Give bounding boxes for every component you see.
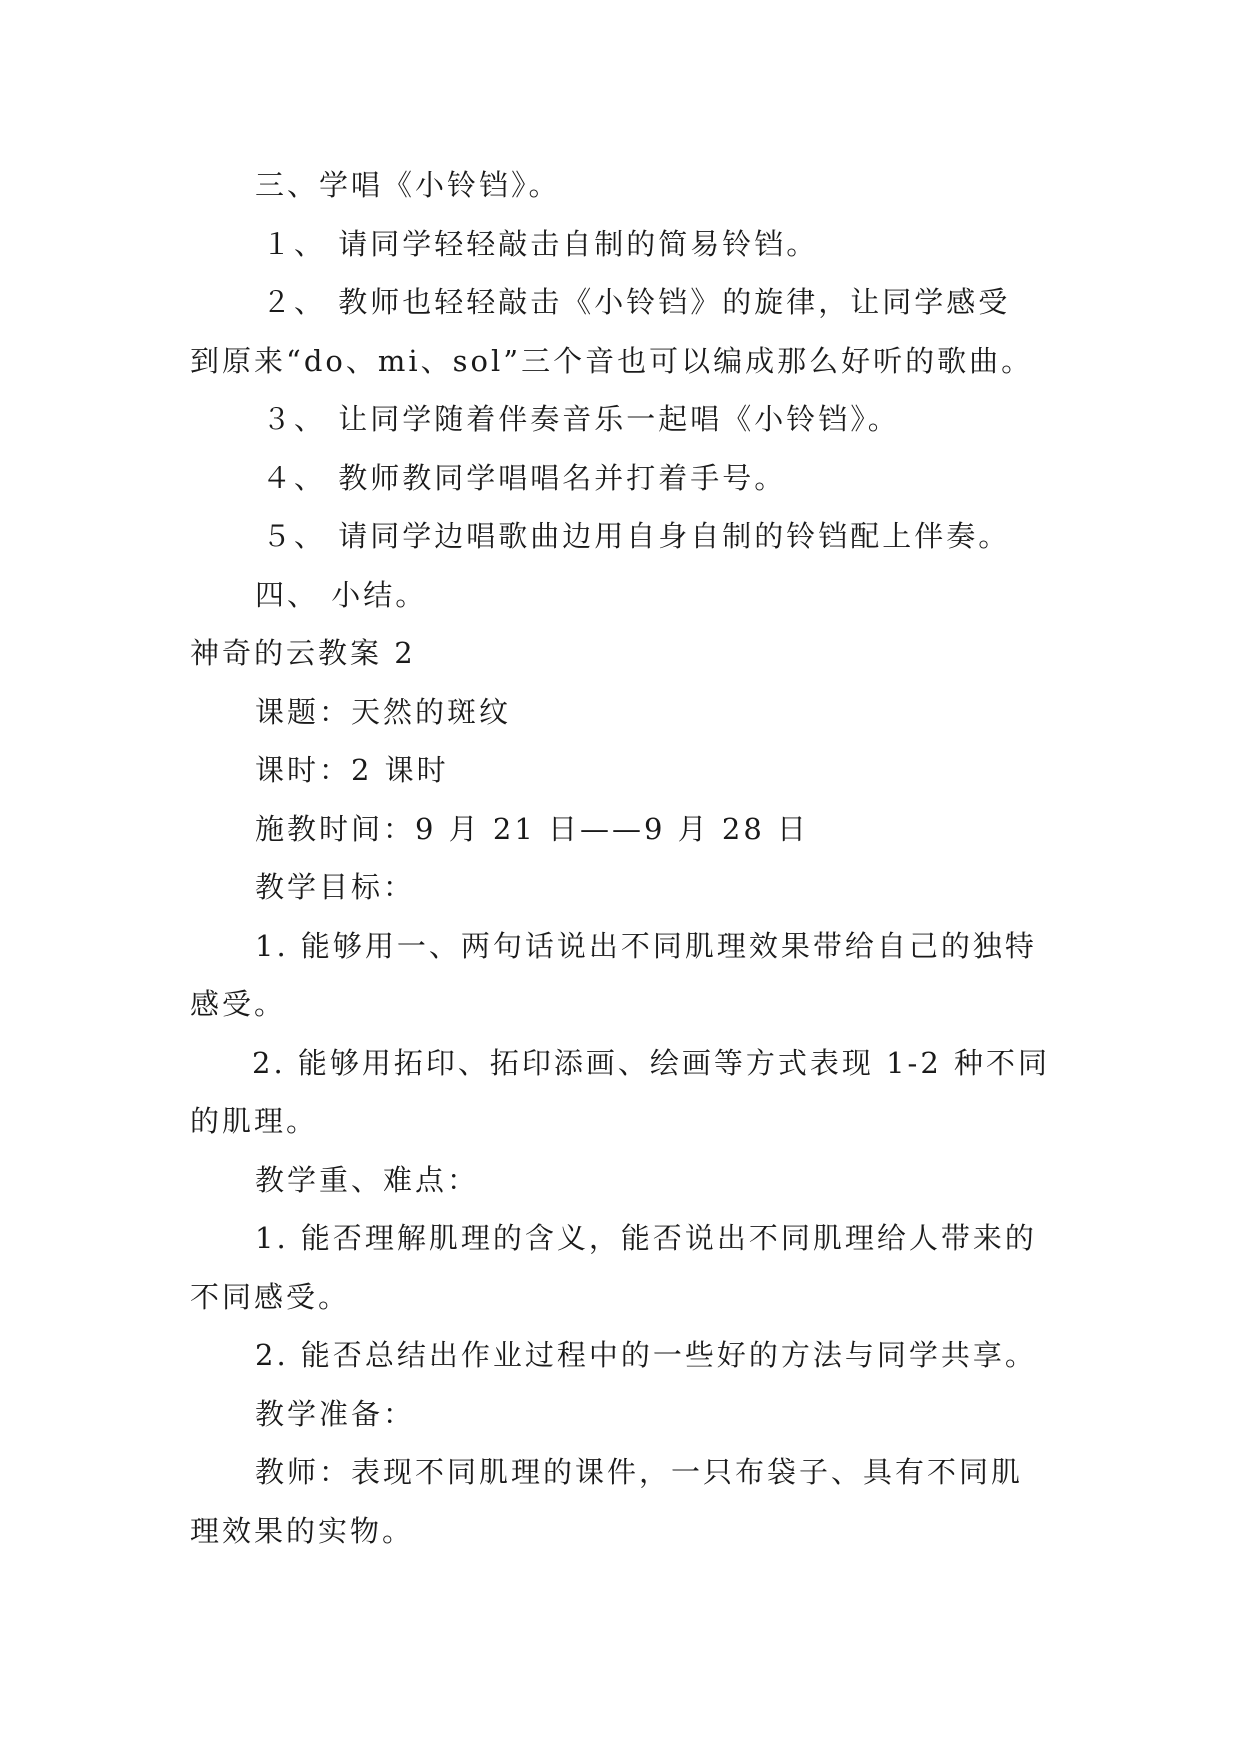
step-3: ３、 让同学随着伴奏音乐一起唱《小铃铛》。 [262,402,900,436]
objective-2: 2. 能够用拓印、拓印添画、绘画等方式表现 1-2 种不同 [252,1045,1051,1080]
lesson-topic: 课题：天然的斑纹 [255,694,512,729]
objective-1-continued: 感受。 [190,987,287,1021]
lesson-dates: 施教时间：9 月 21 日——9 月 28 日 [255,811,810,846]
objectives-heading: 教学目标： [255,870,416,904]
key-point-1: 1. 能否理解肌理的含义，能否说出不同肌理给人带来的 [255,1221,1037,1255]
objective-2-continued: 的肌理。 [190,1104,319,1138]
teacher-preparation-continued: 理效果的实物。 [190,1513,415,1548]
key-point-2: 2. 能否总结出作业过程中的一些好的方法与同学共享。 [255,1338,1037,1372]
key-point-1-continued: 不同感受。 [190,1279,351,1314]
document-body [190,156,1070,1560]
step-1: １、 请同学轻轻敲击自制的简易铃铛。 [262,226,819,261]
step-2: ２、 教师也轻轻敲击《小铃铛》的旋律，让同学感受 [262,285,1011,319]
objective-1: 1. 能够用一、两句话说出不同肌理效果带给自己的独特 [255,928,1037,963]
preparation-heading: 教学准备： [255,1396,416,1431]
section-heading-summary: 四、 小结。 [255,577,428,612]
step-5: ５、 请同学边唱歌曲边用自身自制的铃铛配上伴奏。 [262,519,1011,553]
step-2-continued: 到原来“do、mi、sol”三个音也可以编成那么好听的歌曲。 [190,343,1034,378]
lesson-plan-title: 神奇的云教案 2 [190,636,416,670]
teacher-preparation: 教师：表现不同肌理的课件，一只布袋子、具有不同肌 [255,1455,1024,1489]
section-heading-learn-song: 三、学唱《小铃铛》。 [255,168,561,202]
lesson-hours: 课时：2 课时 [255,753,449,787]
step-4: ４、 教师教同学唱唱名并打着手号。 [262,460,787,495]
key-points-heading: 教学重、难点： [255,1162,480,1197]
